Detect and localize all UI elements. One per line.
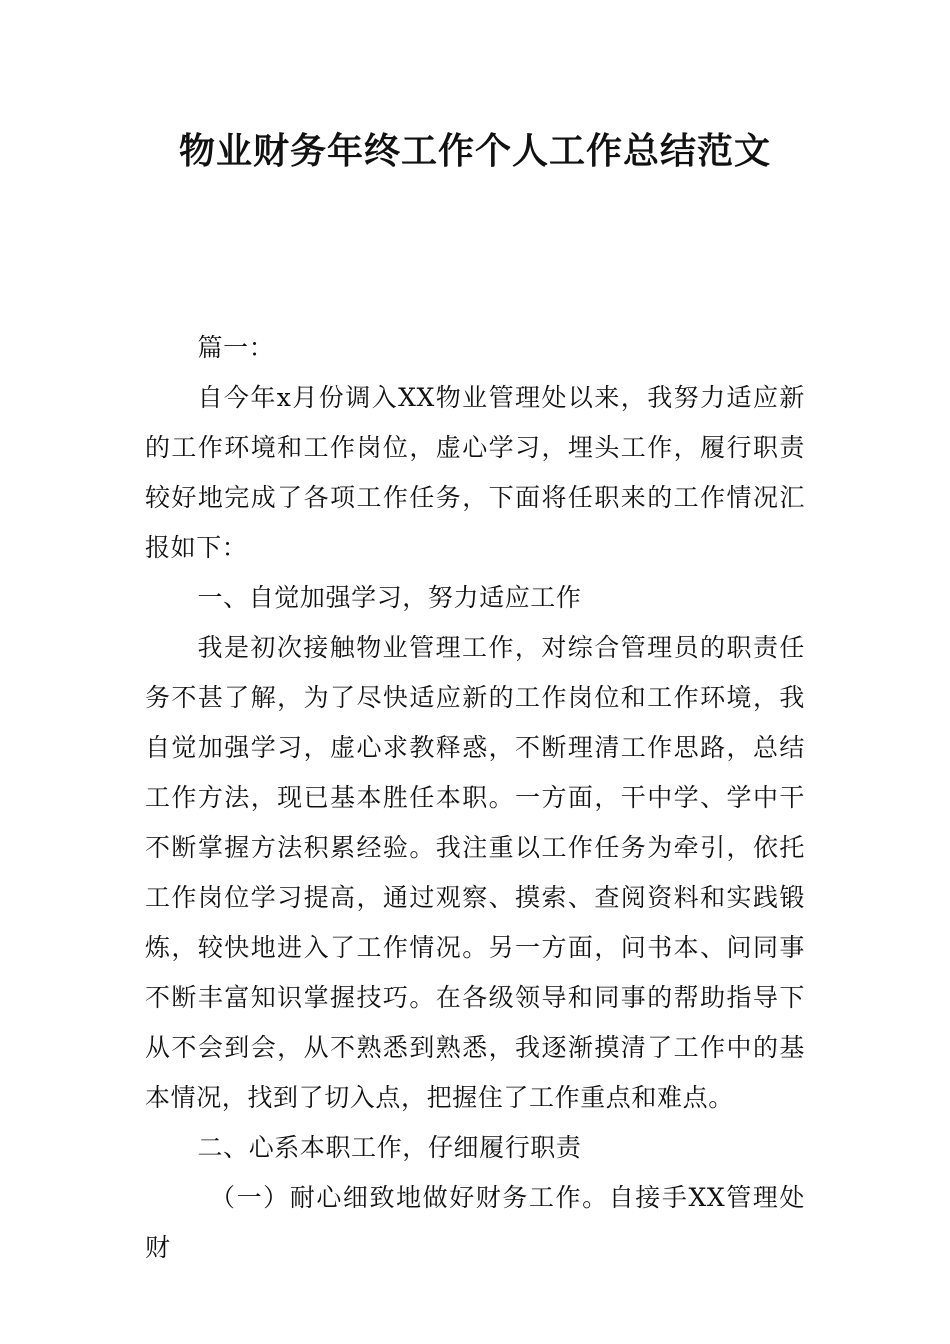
section-label: 篇一：	[197, 333, 275, 362]
heading-one: 一、自觉加强学习，努力适应工作	[197, 583, 582, 612]
finance-paragraph: （一）耐心细致地做好财务工作。自接手XX管理处财	[145, 1183, 805, 1262]
document-body	[145, 323, 805, 1273]
learning-paragraph: 我是初次接触物业管理工作，对综合管理员的职责任务不甚了解，为了尽快适应新的工作岗位和工作环境，我自觉加强学习，虚心求教释惑，不断理清工作思路，总结工作方法，现已基本胜任本职。一方面，干中学、学中干不断掌握方法积累经验。我注重以工作任务为牵引，依托工作岗位学习提高，通过观察、摸索、查阅资料和实践锻炼，较快地进入了工作情况。另一方面，问书本、问同事不断丰富知识掌握技巧。在各级领导和同事的帮助指导下从不会到会，从不熟悉到熟悉，我逐渐摸清了工作中的基本情况，找到了切入点，把握住了工作重点和难点。	[145, 633, 805, 1112]
heading-two: 二、心系本职工作，仔细履行职责	[197, 1133, 582, 1162]
document-title: 物业财务年终工作个人工作总结范文	[178, 131, 771, 172]
intro-paragraph: 自今年x月份调入XX物业管理处以来，我努力适应新的工作环境和工作岗位，虚心学习，埋头工作，履行职责较好地完成了各项工作任务，下面将任职来的工作情况汇报如下：	[145, 383, 805, 562]
